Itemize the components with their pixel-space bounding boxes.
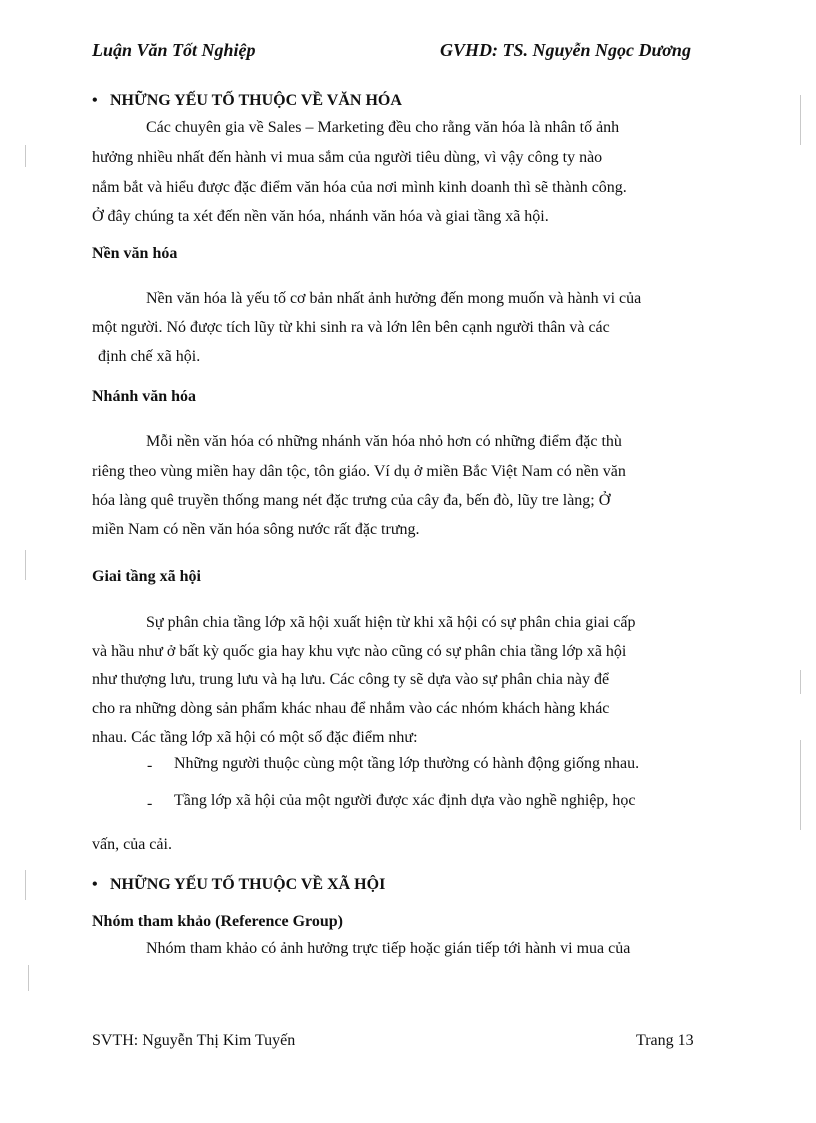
- list-dash: -: [147, 757, 153, 774]
- paragraph-line: một người. Nó được tích lũy từ khi sinh ra và lớn lên bên cạnh người thân và các: [92, 319, 610, 336]
- paragraph-line: Nền văn hóa là yếu tố cơ bản nhất ảnh hưởng đến mong muốn và hành vi của: [146, 290, 642, 307]
- subheading-giai-tang-xa-hoi: Giai tầng xã hội: [92, 568, 201, 585]
- bullet-icon: •: [92, 92, 98, 109]
- scan-artifact: [28, 965, 29, 991]
- paragraph-line: và hầu như ở bất kỳ quốc gia hay khu vực nào cũng có sự phân chia tầng lớp xã hội: [92, 643, 627, 660]
- list-dash: -: [147, 795, 153, 812]
- list-item-continued: vấn, của cải.: [92, 836, 172, 853]
- paragraph-line: nhau. Các tầng lớp xã hội có một số đặc điểm như:: [92, 729, 418, 746]
- bullet-icon: •: [92, 876, 98, 893]
- scan-artifact: [25, 550, 26, 580]
- scan-artifact: [800, 740, 801, 830]
- paragraph-line: định chế xã hội.: [98, 348, 201, 365]
- paragraph-line: cho ra những dòng sản phẩm khác nhau để nhắm vào các nhóm khách hàng khác: [92, 700, 610, 717]
- paragraph-line: như thượng lưu, trung lưu và hạ lưu. Các công ty sẽ dựa vào sự phân chia này để: [92, 671, 610, 688]
- paragraph-line: nắm bắt và hiểu được đặc điểm văn hóa của nơi mình kinh doanh thì sẽ thành công.: [92, 179, 627, 196]
- paragraph-line: Nhóm tham khảo có ảnh hưởng trực tiếp hoặc gián tiếp tới hành vi mua của: [146, 940, 631, 957]
- section-social-heading: [92, 876, 385, 894]
- paragraph-line: Mỗi nền văn hóa có những nhánh văn hóa nhỏ hơn có những điểm đặc thù: [146, 433, 622, 450]
- scan-artifact: [25, 145, 26, 167]
- list-item: Tầng lớp xã hội của một người được xác định dựa vào nghề nghiệp, học: [174, 792, 636, 809]
- scan-artifact: [800, 95, 801, 145]
- scan-artifact: [800, 670, 801, 694]
- header-thesis-title: Luận Văn Tốt Nghiệp: [92, 40, 256, 60]
- paragraph-line: hóa làng quê truyền thống mang nét đặc trưng của cây đa, bến đò, lũy tre làng; Ở: [92, 492, 611, 509]
- section-social-title: NHỮNG YẾU TỐ THUỘC VỀ XÃ HỘI: [110, 876, 386, 893]
- footer-student: SVTH: Nguyễn Thị Kim Tuyến: [92, 1032, 296, 1049]
- paragraph-line: Sự phân chia tầng lớp xã hội xuất hiện từ khi xã hội có sự phân chia giai cấp: [146, 614, 636, 631]
- section-culture-heading: [92, 92, 402, 110]
- scan-artifact: [25, 870, 26, 900]
- paragraph-line: miền Nam có nền văn hóa sông nước rất đặc trưng.: [92, 521, 420, 538]
- paragraph-line: Các chuyên gia về Sales – Marketing đều cho rằng văn hóa là nhân tố ảnh: [146, 119, 620, 136]
- page-number: Trang 13: [636, 1032, 694, 1049]
- subheading-reference-group: Nhóm tham khảo (Reference Group): [92, 913, 343, 930]
- paragraph-line: hưởng nhiều nhất đến hành vi mua sắm của người tiêu dùng, vì vậy công ty nào: [92, 149, 603, 166]
- section-culture-title: NHỮNG YẾU TỐ THUỘC VỀ VĂN HÓA: [110, 92, 402, 109]
- subheading-nen-van-hoa: Nền văn hóa: [92, 245, 178, 262]
- list-item: Những người thuộc cùng một tầng lớp thường có hành động giống nhau.: [174, 755, 640, 772]
- subheading-nhanh-van-hoa: Nhánh văn hóa: [92, 388, 197, 405]
- header-advisor: GVHD: TS. Nguyễn Ngọc Dương: [440, 40, 691, 60]
- paragraph-line: Ở đây chúng ta xét đến nền văn hóa, nhánh văn hóa và giai tầng xã hội.: [92, 208, 549, 225]
- paragraph-line: riêng theo vùng miền hay dân tộc, tôn giáo. Ví dụ ở miền Bắc Việt Nam có nền văn: [92, 463, 626, 480]
